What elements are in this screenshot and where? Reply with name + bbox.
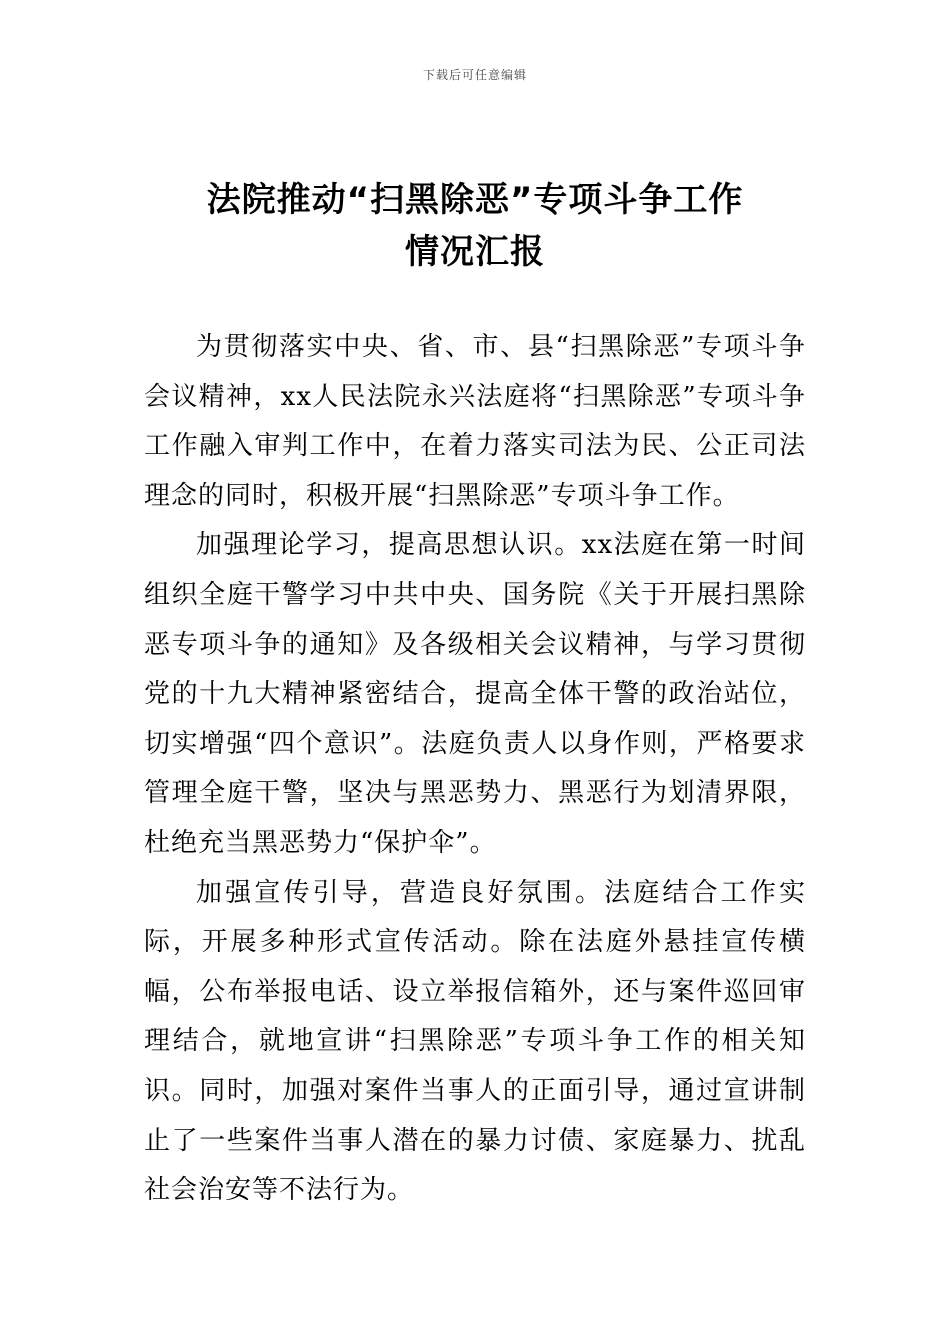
document-body — [144, 323, 806, 1216]
title-line-1: 法院推动“扫黑除恶”专项斗争工作 — [206, 180, 744, 220]
paragraph: 加强宣传引导，营造良好氛围。法庭结合工作实际，开展多种形式宣传活动。除在法庭外悬挂宣传横幅，公布举报电话、设立举报信箱外，还与案件巡回审理结合，就地宣讲“扫黑除恶”专项斗争工作的相关知识。同时，加强对案件当事人的正面引导，通过宣讲制止了一些案件当事人潜在的暴力讨债、家庭暴力、扰乱社会治安等不法行为。 — [144, 877, 806, 1206]
document-title — [0, 174, 950, 278]
title-line-2: 情况汇报 — [405, 232, 545, 272]
paragraph: 加强理论学习，提高思想认识。xx法庭在第一时间组织全庭干警学习中共中央、国务院《关于开展扫黑除恶专项斗争的通知》及各级相关会议精神，与学习贯彻党的十九大精神紧密结合，提高全体干警的政治站位，切实增强“四个意识”。法庭负责人以身作则，严格要求管理全庭干警，坚决与黑恶势力、黑恶行为划清界限，杜绝充当黑恶势力“保护伞”。 — [144, 530, 806, 858]
header-note: 下载后可任意编辑 — [422, 68, 527, 82]
paragraph: 为贯彻落实中央、省、市、县“扫黑除恶”专项斗争会议精神，xx人民法院永兴法庭将“扫黑除恶”专项斗争工作融入审判工作中，在着力落实司法为民、公正司法理念的同时，积极开展“扫黑除恶”专项斗争工作。 — [144, 332, 806, 511]
